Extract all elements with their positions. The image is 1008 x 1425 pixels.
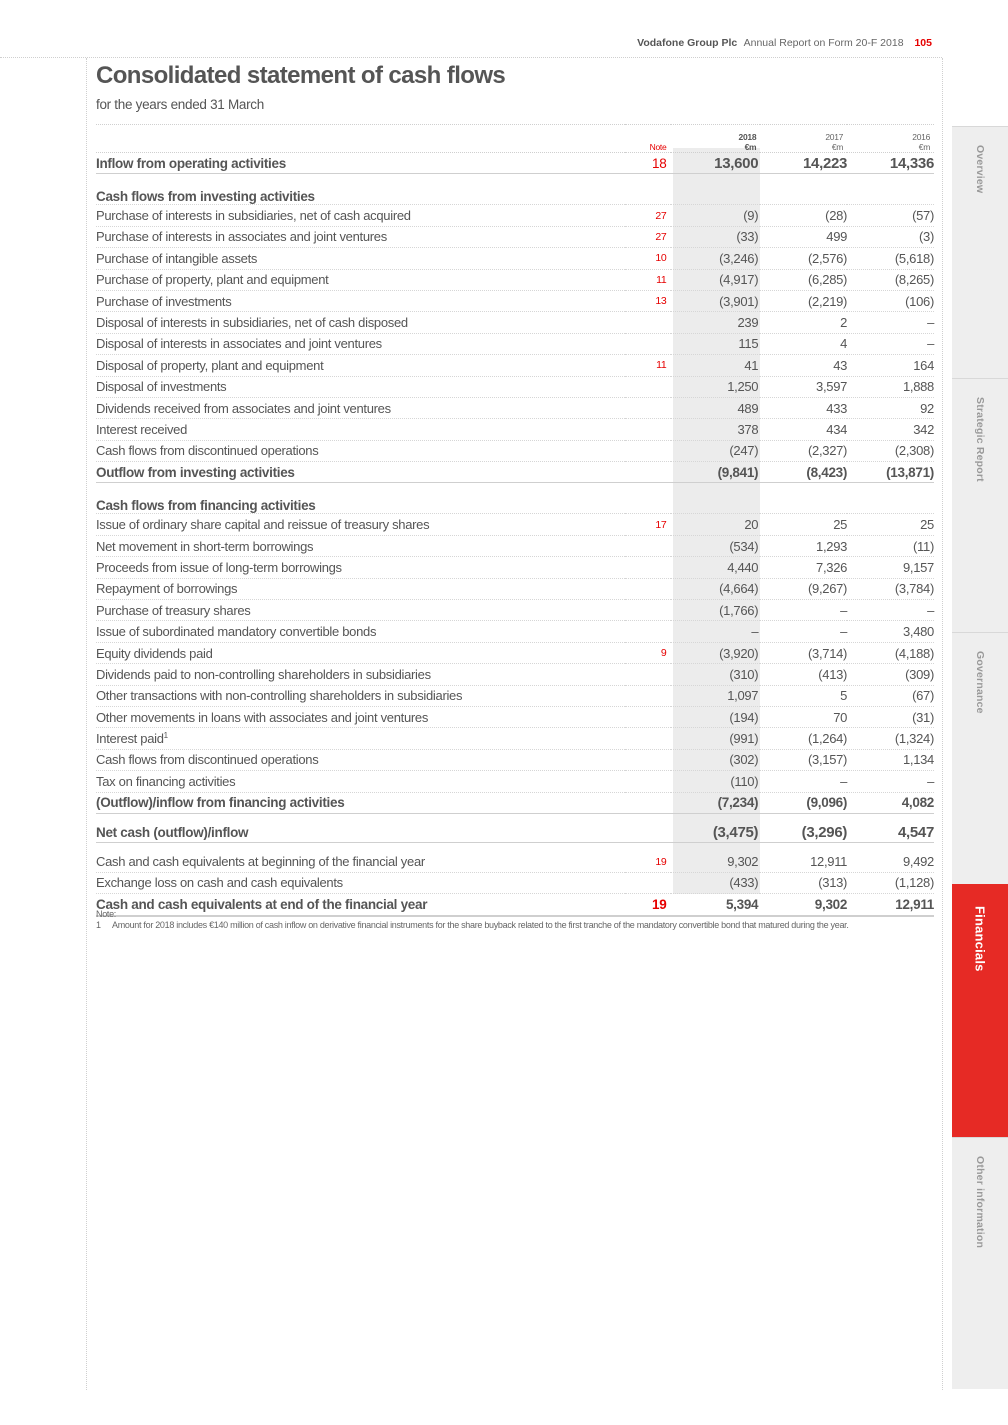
tab-governance[interactable]: Governance: [952, 632, 1008, 885]
value-2016: 9,157: [847, 557, 934, 578]
row-label: Other movements in loans with associates and joint ventures: [96, 706, 625, 727]
table-row: [96, 440, 934, 461]
value-2018: –: [671, 621, 760, 642]
page-subtitle: for the years ended 31 March: [96, 97, 264, 112]
investing-heading: [96, 182, 934, 205]
value-2017: 43: [760, 355, 847, 376]
table-row: [96, 205, 934, 226]
table-row: [96, 248, 934, 269]
value-2017: (3,157): [760, 749, 847, 770]
row-note: [625, 440, 672, 461]
value-2017: 3,597: [760, 376, 847, 397]
value-2018: (7,234): [671, 792, 760, 813]
value-2017: (8,423): [760, 462, 847, 483]
value-2017: 1,293: [760, 535, 847, 556]
row-note: [625, 771, 672, 792]
row-note: [625, 600, 672, 621]
value-2017: 433: [760, 397, 847, 418]
row-label: Other transactions with non-controlling shareholders in subsidiaries: [96, 685, 625, 706]
row-label: Equity dividends paid: [96, 642, 625, 663]
table-row: [96, 685, 934, 706]
row-note: 13: [625, 290, 672, 311]
value-2018: (4,664): [671, 578, 760, 599]
row-note: 10: [625, 248, 672, 269]
table-row: [96, 621, 934, 642]
row-label: Interest paid$^1$: [96, 728, 625, 749]
table-row: [96, 664, 934, 685]
footnotes: [96, 909, 926, 931]
financing-heading: [96, 491, 934, 514]
table-row: [96, 376, 934, 397]
table-row: [96, 706, 934, 727]
investing-total-row: [96, 462, 934, 483]
row-label: Repayment of borrowings: [96, 578, 625, 599]
row-label: Disposal of property, plant and equipment: [96, 355, 625, 376]
row-label: Disposal of interests in associates and joint ventures: [96, 333, 625, 354]
financing-total-row: [96, 792, 934, 813]
value-2018: 20: [671, 514, 760, 535]
value-2017: (28): [760, 205, 847, 226]
value-2018: (302): [671, 749, 760, 770]
value-2016: –: [847, 771, 934, 792]
value-2018: (310): [671, 664, 760, 685]
value-2018: (991): [671, 728, 760, 749]
value-2016: (11): [847, 535, 934, 556]
row-label: Outflow from investing activities: [96, 462, 625, 483]
value-2017: 12,911: [760, 851, 847, 872]
value-2017: (3,714): [760, 642, 847, 663]
value-2016: (1,324): [847, 728, 934, 749]
page-title: Consolidated statement of cash flows: [96, 62, 506, 89]
value-2018: (433): [671, 872, 760, 893]
value-2018: 4,440: [671, 557, 760, 578]
row-note: [625, 376, 672, 397]
row-note: [625, 557, 672, 578]
value-2016: 3,480: [847, 621, 934, 642]
table-row: [96, 333, 934, 354]
value-2017: 2: [760, 312, 847, 333]
value-2016: –: [847, 333, 934, 354]
table-row: [96, 872, 934, 893]
table-row: [96, 728, 934, 749]
column-header-2018: 2018 €m: [671, 125, 760, 153]
value-2016: (31): [847, 706, 934, 727]
value-2017: 434: [760, 419, 847, 440]
value-2018: (3,901): [671, 290, 760, 311]
value-2017: 5: [760, 685, 847, 706]
row-label: Net movement in short-term borrowings: [96, 535, 625, 556]
value-2018: (194): [671, 706, 760, 727]
value-2018: (9): [671, 205, 760, 226]
row-label: Exchange loss on cash and cash equivalents: [96, 872, 625, 893]
value-2018: (9,841): [671, 462, 760, 483]
value-2018: 5,394: [671, 894, 760, 916]
table-row: [96, 226, 934, 247]
row-note: [625, 706, 672, 727]
value-2016: (2,308): [847, 440, 934, 461]
value-2018: 239: [671, 312, 760, 333]
note-column-header: Note: [625, 125, 672, 153]
row-label: Dividends received from associates and joint ventures: [96, 397, 625, 418]
row-note: [625, 462, 672, 483]
value-2016: (1,128): [847, 872, 934, 893]
value-2018: (3,920): [671, 642, 760, 663]
value-2016: (13,871): [847, 462, 934, 483]
left-margin-divider: [86, 58, 87, 1390]
value-2018: 1,097: [671, 685, 760, 706]
value-2016: 164: [847, 355, 934, 376]
row-label: Purchase of property, plant and equipment: [96, 269, 625, 290]
table-row: [96, 557, 934, 578]
row-label: Issue of subordinated mandatory convertible bonds: [96, 621, 625, 642]
footnote-item: 1 Amount for 2018 includes €140 million of cash inflow on derivative financial instruments for the share buyback related to the first tranche of the mandatory convertible bond that matured during the year.: [96, 920, 849, 930]
row-label: Purchase of treasury shares: [96, 600, 625, 621]
section-heading: Cash flows from financing activities: [96, 491, 934, 514]
table-row: [96, 578, 934, 599]
value-2016: (3,784): [847, 578, 934, 599]
value-2016: 25: [847, 514, 934, 535]
row-note: 19: [625, 851, 672, 872]
row-note: [625, 333, 672, 354]
row-label: Interest received: [96, 419, 625, 440]
header-divider: [0, 57, 942, 58]
value-2017: (2,327): [760, 440, 847, 461]
row-label: Purchase of intangible assets: [96, 248, 625, 269]
tab-strategic-report[interactable]: Strategic Report: [952, 378, 1008, 633]
row-label: Purchase of interests in associates and joint ventures: [96, 226, 625, 247]
tab-other-information[interactable]: Other information: [952, 1137, 1008, 1389]
row-note: 27: [625, 205, 672, 226]
table-row: [96, 269, 934, 290]
value-2016: 1,134: [847, 749, 934, 770]
value-2017: 499: [760, 226, 847, 247]
row-note: [625, 728, 672, 749]
value-2016: (67): [847, 685, 934, 706]
row-note: [625, 749, 672, 770]
value-2018: 41: [671, 355, 760, 376]
row-note: 11: [625, 269, 672, 290]
column-header-2017: 2017 €m: [760, 125, 847, 153]
value-2017: 7,326: [760, 557, 847, 578]
value-2016: 1,888: [847, 376, 934, 397]
row-label: (Outflow)/inflow from financing activities: [96, 792, 625, 813]
table-row: [96, 600, 934, 621]
footnote-ref: 1: [163, 731, 168, 741]
value-2018: (110): [671, 771, 760, 792]
table-row: [96, 397, 934, 418]
table-row: [96, 312, 934, 333]
value-2018: 1,250: [671, 376, 760, 397]
row-label: Dividends paid to non-controlling shareholders in subsidiaries: [96, 664, 625, 685]
value-2016: –: [847, 312, 934, 333]
value-2016: (106): [847, 290, 934, 311]
row-label: Cash flows from discontinued operations: [96, 749, 625, 770]
footnote-heading: Note:: [96, 909, 117, 919]
table-row: [96, 749, 934, 770]
tab-overview[interactable]: Overview: [952, 126, 1008, 379]
table-row: [96, 355, 934, 376]
value-2018: (1,766): [671, 600, 760, 621]
table-row: [96, 290, 934, 311]
value-2016: 92: [847, 397, 934, 418]
row-note: [625, 664, 672, 685]
value-2017: (6,285): [760, 269, 847, 290]
value-2017: 9,302: [760, 894, 847, 916]
value-2016: 342: [847, 419, 934, 440]
report-name: Annual Report on Form 20-F 2018: [743, 37, 904, 49]
value-2018: (33): [671, 226, 760, 247]
column-header-2016: 2016 €m: [847, 125, 934, 153]
value-2016: –: [847, 600, 934, 621]
row-label: Cash and cash equivalents at beginning of the financial year: [96, 851, 625, 872]
value-2016: 9,492: [847, 851, 934, 872]
value-2016: (4,188): [847, 642, 934, 663]
row-note: [625, 312, 672, 333]
row-note: [625, 872, 672, 893]
row-label: Cash and cash equivalents at end of the financial year: [96, 894, 625, 916]
row-label: Issue of ordinary share capital and reissue of treasury shares: [96, 514, 625, 535]
value-2016: (309): [847, 664, 934, 685]
row-label: Disposal of interests in subsidiaries, net of cash disposed: [96, 312, 625, 333]
tab-financials[interactable]: Financials: [952, 884, 1008, 1137]
table-row: [96, 535, 934, 556]
value-2016: 12,911: [847, 894, 934, 916]
right-margin-divider: [942, 58, 943, 1390]
row-label: Proceeds from issue of long-term borrowings: [96, 557, 625, 578]
value-2017: 70: [760, 706, 847, 727]
row-note: [625, 578, 672, 599]
table-row: [96, 851, 934, 872]
value-2017: 25: [760, 514, 847, 535]
row-note: 27: [625, 226, 672, 247]
row-note: [625, 535, 672, 556]
value-2018: 378: [671, 419, 760, 440]
value-2018: 9,302: [671, 851, 760, 872]
value-2017: (413): [760, 664, 847, 685]
value-2017: (1,264): [760, 728, 847, 749]
row-label: Disposal of investments: [96, 376, 625, 397]
value-2016: (3): [847, 226, 934, 247]
value-2016: (57): [847, 205, 934, 226]
value-2016: (5,618): [847, 248, 934, 269]
row-label: Purchase of interests in subsidiaries, net of cash acquired: [96, 205, 625, 226]
value-2016: (8,265): [847, 269, 934, 290]
page-header: [637, 37, 932, 49]
row-note: [625, 419, 672, 440]
column-header-row: [96, 125, 934, 153]
row-note: 11: [625, 355, 672, 376]
row-label: Purchase of investments: [96, 290, 625, 311]
row-note: 17: [625, 514, 672, 535]
value-2017: (2,576): [760, 248, 847, 269]
row-note: [625, 792, 672, 813]
row-note: 19: [625, 894, 672, 916]
row-note: [625, 397, 672, 418]
row-label: Tax on financing activities: [96, 771, 625, 792]
value-2017: –: [760, 600, 847, 621]
table-row: [96, 419, 934, 440]
value-2017: (9,096): [760, 792, 847, 813]
value-2018: 115: [671, 333, 760, 354]
value-2018: 489: [671, 397, 760, 418]
operating-inflow-row: Inflow from operating activities 18 13,600 14,223 14,336: [96, 153, 934, 174]
value-2018: (3,246): [671, 248, 760, 269]
row-note: [625, 685, 672, 706]
section-heading: Cash flows from investing activities: [96, 182, 934, 205]
value-2016: 4,082: [847, 792, 934, 813]
value-2017: –: [760, 771, 847, 792]
net-cash-row: Net cash (outflow)/inflow (3,475) (3,296) 4,547: [96, 822, 934, 843]
page-number: 105: [914, 37, 932, 49]
company-name: Vodafone Group Plc: [637, 37, 738, 49]
row-note: [625, 621, 672, 642]
table-row: [96, 642, 934, 663]
row-note: 9: [625, 642, 672, 663]
table-row: [96, 514, 934, 535]
value-2017: (2,219): [760, 290, 847, 311]
cash-flow-table: [96, 124, 934, 917]
value-2017: –: [760, 621, 847, 642]
value-2017: 4: [760, 333, 847, 354]
row-label: Cash flows from discontinued operations: [96, 440, 625, 461]
value-2018: (247): [671, 440, 760, 461]
value-2018: (534): [671, 535, 760, 556]
value-2017: (313): [760, 872, 847, 893]
value-2017: (9,267): [760, 578, 847, 599]
table-row: [96, 771, 934, 792]
value-2018: (4,917): [671, 269, 760, 290]
